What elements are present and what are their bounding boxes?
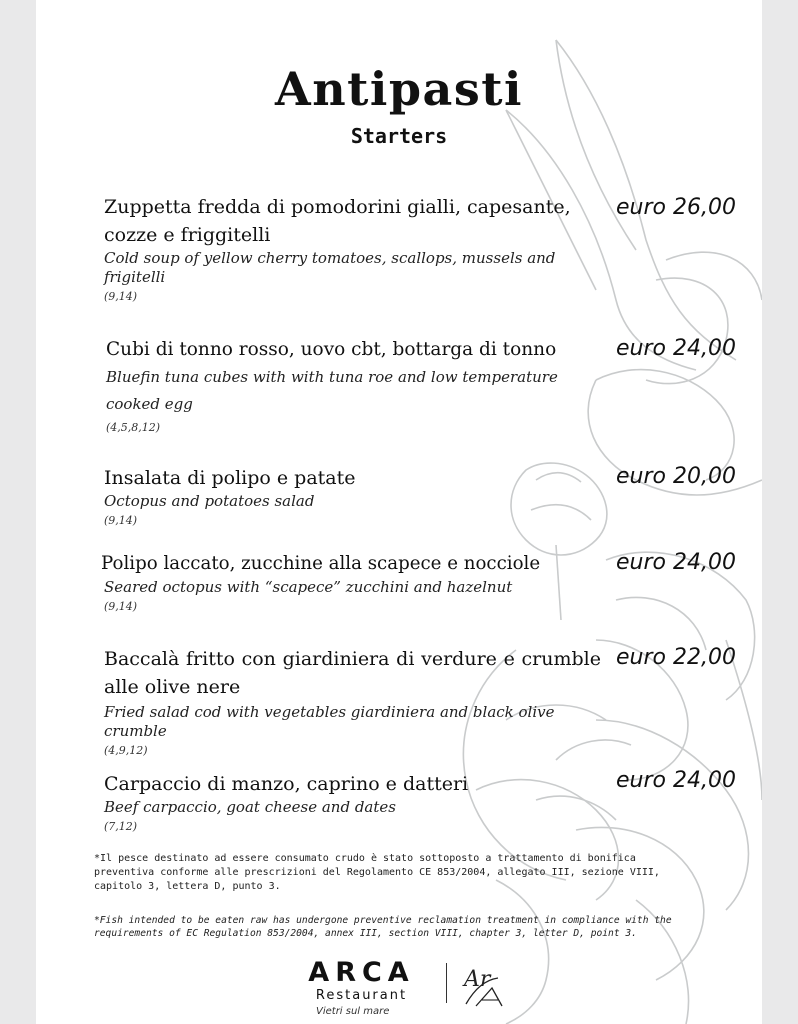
menu-title: Antipasti	[275, 62, 523, 116]
dish-allergens: (9,14)	[104, 600, 138, 613]
dish-name-italian: Baccalà fritto con giardiniera di verdure e crumble alle olive nere	[104, 648, 601, 698]
dish-name-italian: Cubi di tonno rosso, uovo cbt, bottarga di tonno	[106, 339, 557, 360]
dish-price: euro 20,00	[616, 464, 736, 489]
brand-divider	[446, 963, 447, 1003]
dish-name-english: Beef carpaccio, goat cheese and dates	[104, 798, 396, 816]
dish-name-italian: Zuppetta fredda di pomodorini gialli, capesante, cozze e friggitelli	[104, 196, 571, 246]
menu-item	[106, 336, 606, 436]
dish-price: euro 24,00	[616, 768, 736, 793]
dish-name-english: Fried salad cod with vegetables giardiniera and black olive crumble	[104, 703, 555, 740]
raw-fish-note-italian: *Il pesce destinato ad essere consumato crudo è stato sottoposto a trattamento di bonifica preventiva conforme alle prescrizioni del Regolamento CE 853/2004, allegato III, sezione VIII, capitolo 3, lettera D, punto 3.	[94, 853, 660, 892]
dish-name-english: Bluefin tuna cubes with with tuna roe and low temperature cooked egg	[106, 368, 558, 413]
dish-name-english: Octopus and potatoes salad	[104, 492, 315, 510]
menu-item	[104, 193, 590, 305]
dish-name-english: Cold soup of yellow cherry tomatoes, scallops, mussels and frigitelli	[104, 249, 556, 286]
brand-monogram	[458, 960, 508, 1012]
menu-item	[101, 550, 611, 615]
dish-allergens: (4,5,8,12)	[106, 421, 161, 434]
dish-allergens: (4,9,12)	[104, 744, 148, 757]
dish-name-english: Seared octopus with “scapece” zucchini and hazelnut	[104, 578, 513, 596]
dish-price: euro 22,00	[616, 645, 736, 670]
menu-subtitle: Starters	[350, 124, 448, 148]
menu-item	[104, 464, 584, 529]
brand-tagline: Vietri sul mare	[316, 1006, 390, 1017]
dish-name-italian: Polipo laccato, zucchine alla scapece e nocciole	[101, 553, 541, 574]
raw-fish-note-english: *Fish intended to be eaten raw has undergone preventive reclamation treatment in compliance with the requirements of EC Regulation 853/2004, annex III, section VIII, chapter 3, letter D, point 3.	[94, 915, 672, 939]
dish-name-italian: Insalata di polipo e patate	[104, 467, 356, 489]
dish-price: euro 24,00	[616, 550, 736, 575]
menu-item	[104, 770, 584, 835]
menu-page	[36, 0, 762, 1024]
dish-price: euro 26,00	[616, 195, 736, 220]
dish-allergens: (9,14)	[104, 514, 138, 527]
dish-price: euro 24,00	[616, 336, 736, 361]
brand-name: ARCA	[308, 957, 415, 988]
dish-name-italian: Carpaccio di manzo, caprino e datteri	[104, 773, 469, 795]
dish-allergens: (9,14)	[104, 290, 138, 303]
brand-logo	[289, 958, 434, 1004]
dish-allergens: (7,12)	[104, 820, 138, 833]
monogram-text: Ar	[464, 967, 491, 992]
menu-item	[104, 645, 601, 759]
brand-subtitle: Restaurant	[315, 988, 408, 1003]
